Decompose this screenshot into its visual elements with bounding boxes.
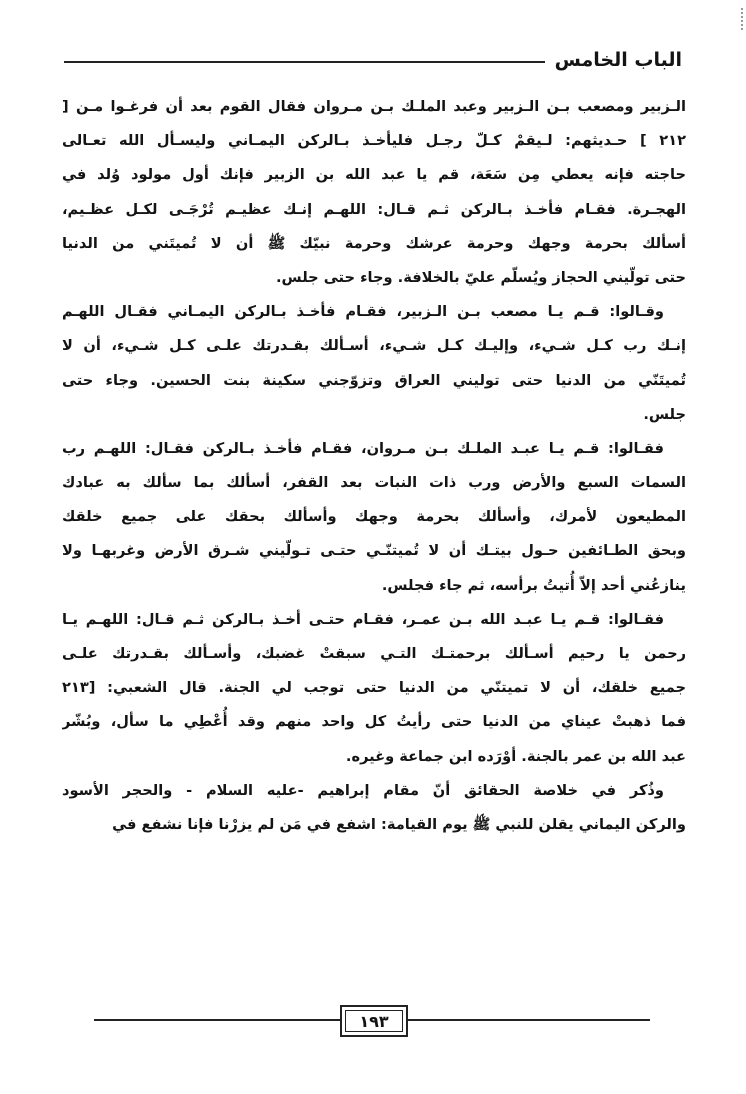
page-number-box: [340, 1005, 408, 1037]
page-footer: [0, 1005, 746, 1045]
text-line: فقـالوا: قـم يـا عبـد الله بـن عمـر، فقـام حتـى أخـذ بـالركن ثـم قـال: اللهـم يـا: [62, 610, 664, 628]
text-line: ٢١٢ ] حـديثهم: لـيقمْ كـلّ رجـل فليأخـذ بـالركن اليمـاني وليسـأل الله تعـالى: [62, 132, 686, 150]
text-line: حاجته فإنه يعطي مِن سَعَة، قم يا عبد الله بن الزبير فإنك أول مولود وُلد في: [62, 166, 686, 184]
text-line: إنـك رب كـل شـيء، وإليـك كـل شـيء، أسـألك بقـدرتك علـى كـل شـيء، أن لا: [62, 337, 686, 355]
chapter-title: الباب الخامس: [554, 49, 682, 71]
paragraph: [62, 432, 686, 603]
text-line: السمات السبع والأرض ورب ذات النبات بعد القفر، أسألك بما سألك به عبادك: [62, 474, 686, 492]
text-line: أسألك بحرمة وجهك وحرمة عرشك وحرمة نبيّك ﷺ أن لا تُميتَني من الدنيا: [62, 234, 686, 252]
text-line: وذُكر في خلاصة الحقائق أنّ مقام إبراهيم -عليه السلام - والحجر الأسود: [62, 781, 664, 799]
text-line: وقـالوا: قـم يـا مصعب بـن الـزبير، فقـام فأخـذ بـالركن اليمـاني فقـال اللهـم: [62, 303, 664, 321]
text-line: الـزبير ومصعب بـن الـزبير وعبد الملـك بـن مـروان فقال القوم بعد أن فرغـوا مـن [: [62, 98, 686, 115]
text-line: الهجـرة. فقـام فأخـذ بـالركن ثـم قـال: اللهـم إنـك عظيـم تُرْجَـى لكـل عظـيم،: [62, 200, 686, 218]
text-line: والركن اليماني يقلن للنبي ﷺ يوم القيامة: اشفع في مَن لم يزرْنا فإنا نشفع في: [112, 815, 686, 833]
text-line: حتى تولّيني الحجاز ويُسلّم عليّ بالخلافة. وجاء حتى جلس.: [276, 268, 686, 286]
page-number: ١٩٣: [345, 1010, 403, 1032]
paragraph: [62, 774, 686, 842]
text-line: فما ذهبتْ عيناي من الدنيا حتى رأيتُ كل واحد منهم وقد أُعْطِي ما سأل، وبُشّر: [62, 713, 686, 731]
text-line: رحمن يا رحيم أسـألك برحمتـك التـي سبقتْ غضبك، وأسـألك بقـدرتك علـى: [62, 645, 686, 662]
paragraph: [62, 295, 686, 432]
text-line: عبد الله بن عمر بالجنة. أوْرَده ابن جماعة وغيره.: [345, 747, 686, 765]
running-header: [64, 44, 682, 76]
body-text: [62, 90, 686, 842]
text-line: جلس.: [643, 405, 686, 423]
text-line: فقـالوا: قـم يـا عبـد الملـك بـن مـروان، فقـام فأخـذ بـالركن فقـال: اللهـم رب: [62, 439, 664, 457]
text-line: المطيعون لأمرك، وأسألك بحرمة وجهك وأسألك بحقك على جميع خلقك: [62, 508, 686, 526]
text-line: ينازعُني أحد إلاّ أُتيتُ برأسه، ثم جاء فجلس.: [381, 576, 686, 594]
text-line: وبحق الطـائفين حـول بيتـك أن لا تُميتنّـي حتـى تـولّيني شـرق الأرض وغربهـا ولا: [62, 542, 686, 560]
text-line: جميع خلقك، أن لا تميتنّي من الدنيا حتى توجب لي الجنة. قال الشعبي: [٢١٣: [62, 679, 686, 697]
scan-edge-mark: [739, 8, 743, 30]
paragraph: [62, 90, 686, 295]
paragraph: [62, 603, 686, 774]
header-rule: [64, 61, 545, 63]
text-line: تُميتَنّي من الدنيا حتى توليني العراق وتزوّجني سكينة بنت الحسين. وجاء حتى: [62, 371, 686, 389]
